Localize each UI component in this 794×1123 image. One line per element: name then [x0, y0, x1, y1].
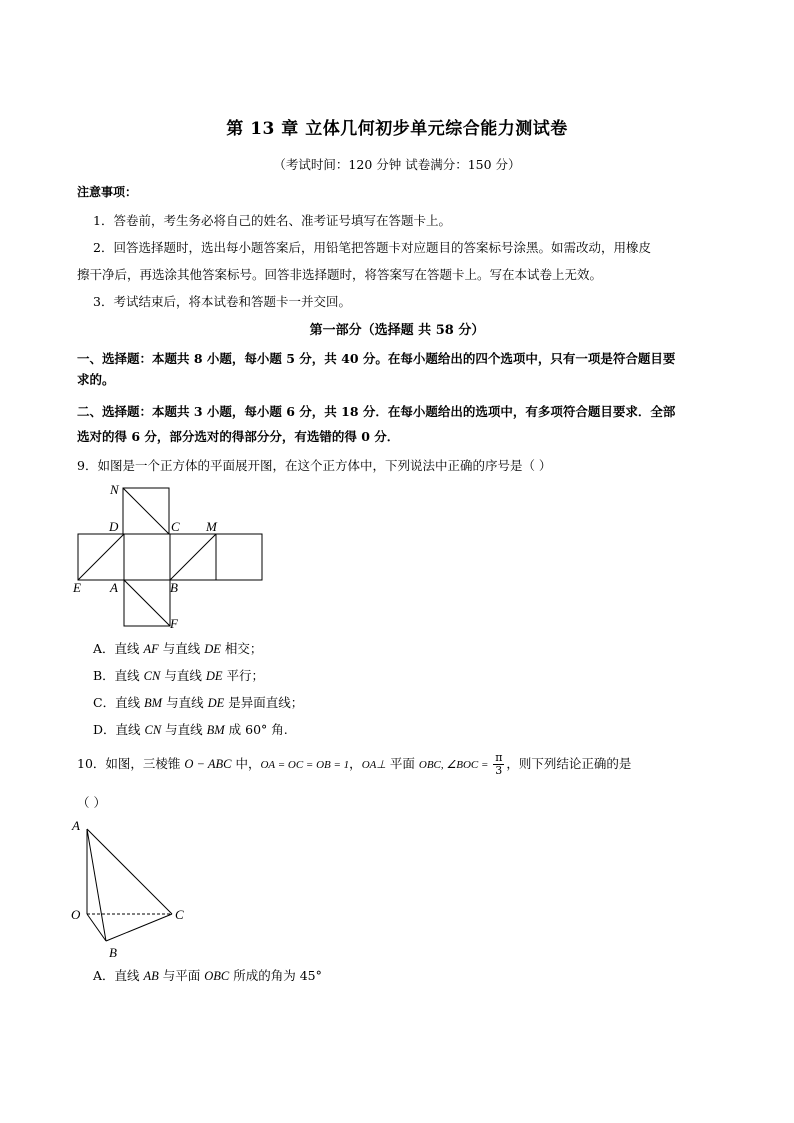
q10-option-a-plane: OBC — [204, 969, 230, 983]
q10-comma: ， — [349, 756, 362, 771]
q9-option-d — [93, 720, 288, 738]
tetra-label-B: B — [109, 945, 117, 960]
notes-heading: 注意事项： — [77, 185, 138, 199]
q9-option-a-mid: 与直线 — [158, 641, 205, 656]
q10-tetrahedron: O − ABC — [184, 757, 232, 771]
fraction-denominator: 3 — [495, 764, 503, 777]
net-label-N: N — [110, 482, 119, 497]
note-item-2-line1: 2．回答选择题时，选出每小题答案后，用铅笔把答题卡对应题目的答案标号涂黑。如需改动，用橡皮 — [93, 240, 651, 255]
q10-stem-prefix: 10．如图，三棱锥 — [77, 756, 185, 771]
q10-option-a-line: AB — [143, 969, 159, 983]
section2-line1: 二、选择题：本题共 3 小题，每小题 6 分，共 18 分．在每小题给出的选项中，有多项符合题目要求．全部 — [77, 404, 676, 419]
part1-heading: 第一部分（选择题 共 58 分） — [309, 323, 485, 338]
q10-stem-mid: 中， — [231, 756, 261, 771]
q10-plane-obc: OBC — [418, 759, 441, 771]
tetra-label-O: O — [71, 907, 81, 922]
q9-option-b-line1: CN — [143, 669, 161, 683]
q10-option-a — [93, 966, 322, 984]
section2-line2: 选对的得 6 分，部分选对的得部分分，有选错的得 0 分． — [77, 429, 400, 444]
tetra-label-A: A — [72, 818, 80, 833]
q9-option-b-mid: 与直线 — [160, 668, 206, 683]
q10-answer-paren: （ ） — [77, 795, 106, 810]
net-label-B: B — [170, 580, 178, 595]
net-label-C: C — [171, 519, 180, 534]
q9-stem: 9．如图是一个正方体的平面展开图，在这个正方体中，下列说法中正确的序号是（ ） — [77, 458, 552, 473]
q9-option-d-line2: BM — [206, 723, 225, 737]
note-item-1: 1．答卷前，考生务必将自己的姓名、准考证号填写在答题卡上。 — [93, 213, 451, 228]
tetrahedron-figure — [65, 815, 195, 965]
exam-info: （考试时间：120 分钟 试卷满分：150 分） — [273, 157, 521, 172]
q9-option-c — [93, 693, 303, 711]
q10-stem-suffix: ，则下列结论正确的是 — [506, 756, 632, 771]
q10-angle: , ∠BOC = — [440, 759, 492, 771]
q9-option-c-mid: 与直线 — [162, 695, 208, 710]
q9-option-d-prefix: D．直线 — [93, 722, 145, 737]
q9-option-b — [93, 666, 264, 684]
q10-perpendicular: OA⊥ — [361, 759, 386, 771]
q9-option-a-line2: DE — [204, 642, 221, 656]
q10-plane-word: 平面 — [385, 756, 419, 771]
q9-option-b-suffix: 平行； — [222, 668, 264, 683]
net-label-E: E — [73, 580, 81, 595]
q9-option-a-prefix: A．直线 — [93, 641, 144, 656]
fraction-numerator: π — [495, 751, 503, 764]
q9-option-b-line2: DE — [205, 669, 223, 683]
section1-line1: 一、选择题：本题共 8 小题，每小题 5 分，共 40 分。在每小题给出的四个选项中，只有一项是符合题目要 — [77, 351, 676, 366]
q10-option-a-prefix: A．直线 — [93, 968, 144, 983]
tetra-label-C: C — [175, 907, 184, 922]
page-title: 第 13 章 立体几何初步单元综合能力测试卷 — [226, 119, 568, 139]
q9-option-d-line1: CN — [144, 723, 162, 737]
q9-option-b-prefix: B．直线 — [93, 668, 144, 683]
q9-option-c-line2: DE — [207, 696, 225, 710]
q9-option-d-mid: 与直线 — [161, 722, 207, 737]
q10-equation: OA = OC = OB = 1 — [260, 759, 350, 771]
q10-option-a-mid: 与平面 — [158, 968, 205, 983]
note-item-3: 3．考试结束后，将本试卷和答题卡一并交回。 — [93, 294, 351, 309]
net-label-D: D — [109, 519, 119, 534]
pi-over-3-fraction — [493, 752, 504, 777]
net-label-F: F — [170, 616, 178, 631]
q9-option-a-line1: AF — [143, 642, 159, 656]
q10-option-a-suffix: 所成的角为 45° — [229, 968, 322, 983]
q9-option-c-suffix: 是异面直线； — [224, 695, 304, 710]
q9-option-d-suffix: 成 60° 角. — [224, 722, 288, 737]
net-label-A: A — [110, 580, 118, 595]
section1-line2: 求的。 — [77, 372, 115, 387]
net-label-M: M — [206, 519, 217, 534]
q9-option-c-prefix: C．直线 — [93, 695, 145, 710]
q10-stem — [77, 752, 631, 777]
q9-option-a-suffix: 相交； — [220, 641, 263, 656]
cube-net-figure — [60, 478, 280, 633]
q9-option-a — [93, 639, 262, 657]
note-item-2-line2: 擦干净后，再选涂其他答案标号。回答非选择题时，将答案写在答题卡上。写在本试卷上无效。 — [77, 267, 603, 282]
q9-option-c-line1: BM — [144, 696, 163, 710]
